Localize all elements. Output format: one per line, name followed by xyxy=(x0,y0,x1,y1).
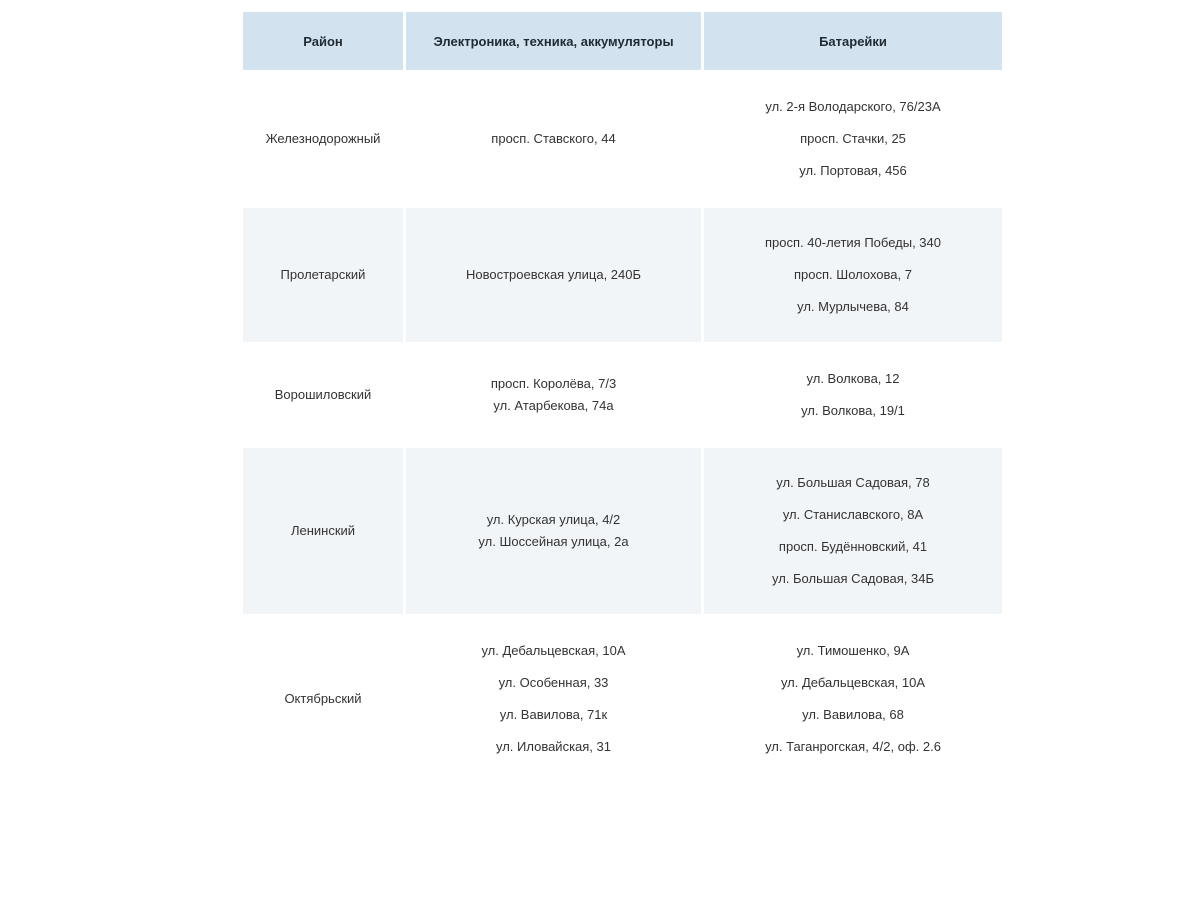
address-line: ул. Иловайская, 31 xyxy=(495,739,611,754)
address-line: просп. 40-летия Победы, 340 xyxy=(765,235,941,250)
address-line: ул. Большая Садовая, 34Б xyxy=(772,571,934,586)
address-line: ул. Дебальцевская, 10А xyxy=(481,643,626,658)
address-line: ул. Тимошенко, 9А xyxy=(796,643,910,658)
address-line: ул. Волкова, 19/1 xyxy=(801,403,905,418)
electronics-addresses-cell xyxy=(406,448,701,614)
address-line: ул. Мурлычева, 84 xyxy=(797,299,909,314)
district-cell xyxy=(243,208,403,342)
district-cell xyxy=(243,448,403,614)
batteries-addresses-cell xyxy=(704,448,1002,614)
batteries-addresses-cell xyxy=(704,616,1002,782)
table-body xyxy=(243,72,1002,782)
district-cell xyxy=(243,72,403,206)
recycling-points-table-wrap xyxy=(240,10,996,784)
district-name: Железнодорожный xyxy=(265,131,381,146)
electronics-addresses-cell xyxy=(406,72,701,206)
district-name: Ленинский xyxy=(290,523,356,538)
column-header-batteries: Батарейки xyxy=(704,12,1002,70)
address-line: ул. Шоссейная улица, 2а xyxy=(478,534,629,549)
district-cell xyxy=(243,344,403,446)
address-line: ул. Курская улица, 4/2 xyxy=(486,512,621,527)
table-row xyxy=(243,208,1002,342)
column-header-electronics: Электроника, техника, аккумуляторы xyxy=(406,12,701,70)
district-cell xyxy=(243,616,403,782)
district-name: Ворошиловский xyxy=(274,387,372,402)
address-line: просп. Ставского, 44 xyxy=(491,131,616,146)
district-name: Пролетарский xyxy=(280,267,366,282)
batteries-addresses-cell xyxy=(704,208,1002,342)
batteries-addresses-cell xyxy=(704,72,1002,206)
address-line: ул. Вавилова, 71к xyxy=(499,707,608,722)
address-line: Новостроевская улица, 240Б xyxy=(465,267,642,282)
address-line: ул. Большая Садовая, 78 xyxy=(776,475,930,490)
electronics-addresses-cell xyxy=(406,344,701,446)
address-line: ул. Волкова, 12 xyxy=(806,371,900,386)
address-line: ул. Станиславского, 8А xyxy=(782,507,924,522)
address-line: ул. Дебальцевская, 10А xyxy=(780,675,926,690)
table-row xyxy=(243,616,1002,782)
district-name: Октябрьский xyxy=(284,691,362,706)
address-line: ул. Вавилова, 68 xyxy=(802,707,904,722)
address-line: ул. 2-я Володарского, 76/23А xyxy=(765,99,941,114)
address-line: ул. Атарбекова, 74а xyxy=(493,398,614,413)
electronics-addresses-cell xyxy=(406,208,701,342)
table-row xyxy=(243,72,1002,206)
column-header-district: Район xyxy=(243,12,403,70)
recycling-points-table xyxy=(240,10,1005,784)
address-line: ул. Таганрогская, 4/2, оф. 2.6 xyxy=(765,739,941,754)
address-line: просп. Стачки, 25 xyxy=(800,131,906,146)
address-line: ул. Портовая, 456 xyxy=(799,163,907,178)
table-header-row xyxy=(243,12,1002,70)
table-row xyxy=(243,344,1002,446)
address-line: просп. Шолохова, 7 xyxy=(794,267,912,282)
address-line: просп. Королёва, 7/3 xyxy=(490,376,617,391)
address-line: просп. Будённовский, 41 xyxy=(778,539,928,554)
electronics-addresses-cell xyxy=(406,616,701,782)
batteries-addresses-cell xyxy=(704,344,1002,446)
table-row xyxy=(243,448,1002,614)
address-line: ул. Особенная, 33 xyxy=(498,675,609,690)
